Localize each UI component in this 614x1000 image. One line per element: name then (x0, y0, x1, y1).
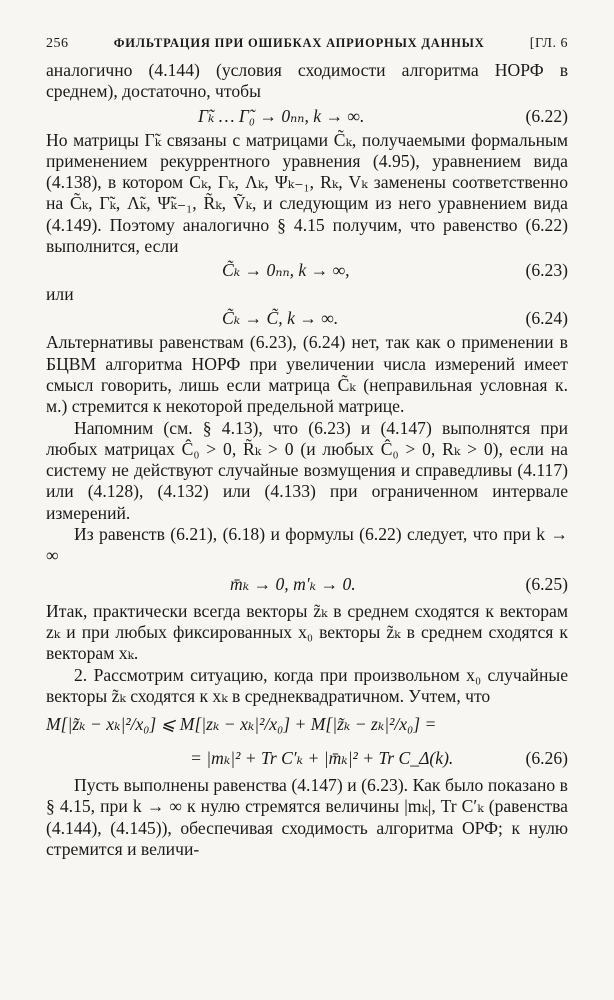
running-title: ФИЛЬТРАЦИЯ ПРИ ОШИБКАХ АПРИОРНЫХ ДАННЫХ (113, 36, 485, 50)
paragraph-5: Из равенств (6.21), (6.18) и формулы (6.22) следует, что при k → ∞ (46, 524, 568, 566)
paragraph-4: Напомним (см. § 4.13), что (6.23) и (4.147) выполнятся при любых матрицах Ĉ₀ > 0, R̃ₖ > 0 (и любых Ĉ₀ > 0, Rₖ > 0), если на систему не действуют случайные возмущения и справедливы (4.117) или (4.128), (4.132) или (4.133) при ограниченном интервале измерений. (46, 417, 568, 523)
paragraph-3: Альтернативы равенствам (6.23), (6.24) нет, так как о применении в БЦВМ алгоритма НОРФ при увеличении числа измерений имеет смысл говорить, лишь если матрица C̃ₖ (неправильная условная к. м.) стремится к некоторой предельной матрице. (46, 332, 568, 417)
equation-6-23 (46, 257, 568, 284)
paragraph-6: Итак, практически всегда векторы z̃ₖ в среднем сходятся к векторам zₖ и при любых фиксированных x₀ векторы z̃ₖ в среднем сходятся к векторам xₖ. (46, 600, 568, 664)
paragraph-1: аналогично (4.144) (условия сходимости алгоритма НОРФ в среднем), достаточно, чтобы (46, 60, 568, 102)
equation-6-26-number: (6.26) (525, 748, 568, 769)
equation-6-26-line-2 (46, 741, 568, 775)
equation-6-22 (46, 103, 568, 130)
equation-6-22-number: (6.22) (525, 105, 568, 126)
equation-6-23-number: (6.23) (525, 260, 568, 281)
paragraph-7: 2. Рассмотрим ситуацию, когда при произвольном x₀ случайные векторы z̃ₖ сходятся к xₖ в среднеквадратичном. Учтем, что (46, 664, 568, 706)
chapter-label: [ГЛ. 6 (529, 36, 568, 51)
equation-6-26-line-1 (46, 707, 568, 741)
equation-6-24-number: (6.24) (525, 308, 568, 329)
equation-6-26-line-2-body: = |mₖ|² + Tr C′ₖ + |m̄ₖ|² + Tr C_Δ(k). (190, 748, 454, 769)
equation-6-22-body: Γ̃ₖ … Γ̃₀ → 0ₙₙ, k → ∞. (198, 105, 365, 126)
running-header (46, 36, 568, 60)
paragraph-8: Пусть выполнены равенства (4.147) и (6.23). Как было показано в § 4.15, при k → ∞ к нулю стремятся величины |mₖ|, Tr C′ₖ (равенства (4.144), (4.145)), обеспечивая сходимость алгоритма ОРФ; к нулю стремится и величи- (46, 775, 568, 860)
equation-6-24 (46, 305, 568, 332)
equation-6-26-line-1-body: M[|z̃ₖ − xₖ|²/x₀] ⩽ M[|zₖ − xₖ|²/x₀] + M[|z̃ₖ − zₖ|²/x₀] = (46, 714, 437, 735)
equation-6-25-body: m̄ₖ → 0, m′ₖ → 0. (230, 573, 356, 594)
paragraph-2: Но матрицы Γ̃ₖ связаны с матрицами C̃ₖ, получаемыми формальным применением рекуррентного уравнения (4.95), уравнением вида (4.138), в котором Cₖ, Γₖ, Λₖ, Ψₖ₋₁, Rₖ, Vₖ заменены соответственно на C̃ₖ, Γ̃ₖ, Λ̃ₖ, Ψ̃ₖ₋₁, R̃ₖ, Ṽₖ, и следующим из него уравнением вида (4.149). Поэтому аналогично § 4.15 получим, что равенство (6.22) выполнится, если (46, 129, 568, 257)
equation-6-23-body: C̃ₖ → 0ₙₙ, k → ∞, (222, 260, 350, 281)
equation-6-25 (46, 567, 568, 601)
equation-6-25-number: (6.25) (525, 573, 568, 594)
equation-6-24-body: C̃ₖ → C̃, k → ∞. (222, 308, 339, 329)
or-label: или (46, 284, 74, 305)
book-page (46, 36, 568, 860)
page-number: 256 (46, 36, 69, 51)
